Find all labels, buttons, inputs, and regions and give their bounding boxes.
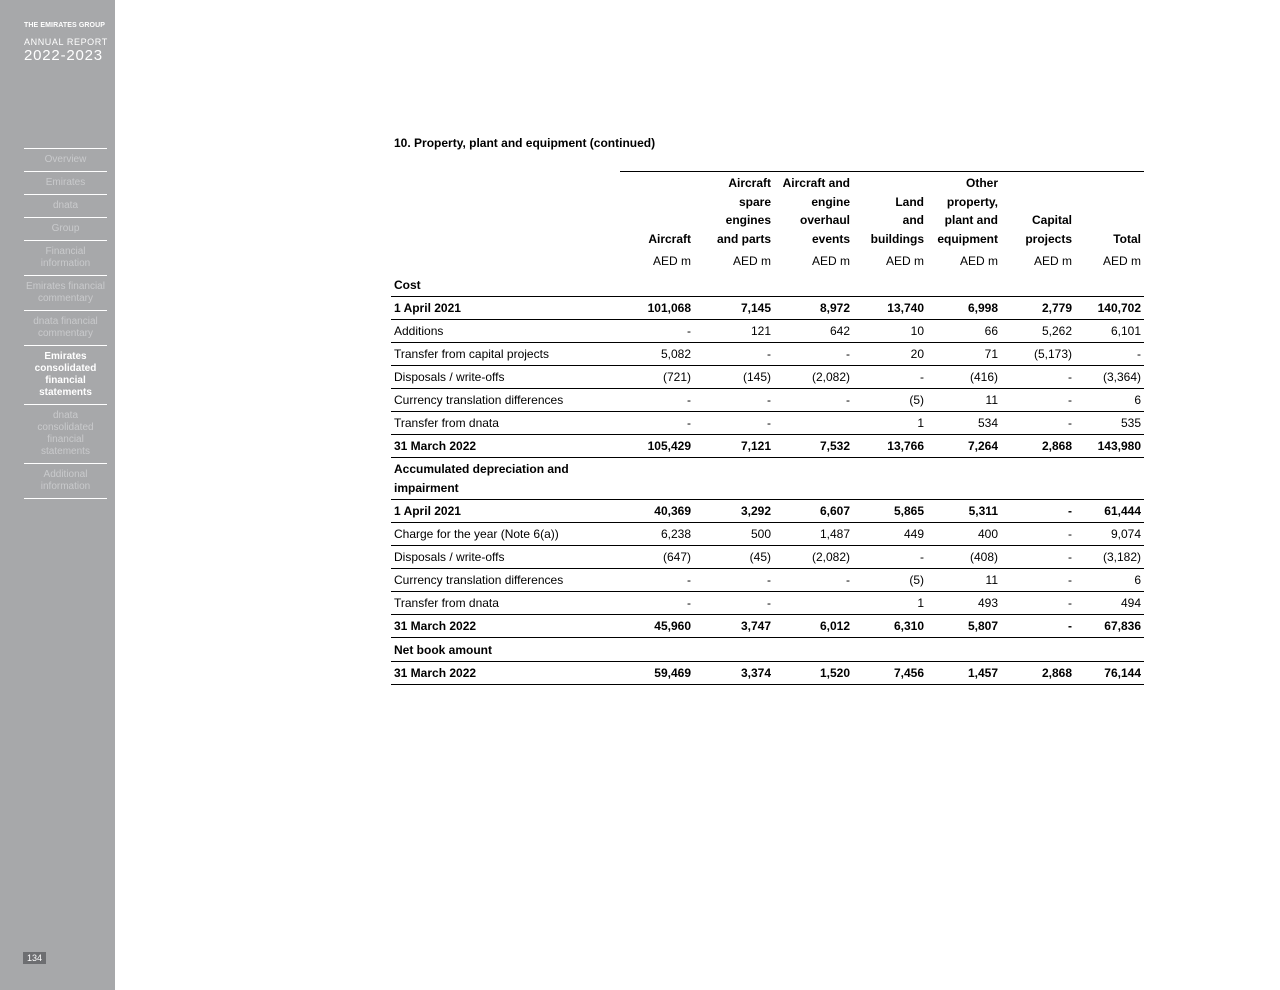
row-label: Net book amount <box>394 642 492 657</box>
table-cell: - <box>1001 500 1075 523</box>
table-cell: 3,747 <box>694 615 774 638</box>
row-label: Accumulated depreciation and impairment <box>394 461 569 495</box>
table-cell <box>620 458 694 500</box>
table-cell: - <box>694 569 774 592</box>
table-cell: (647) <box>620 546 694 569</box>
table-cell: - <box>853 546 927 569</box>
column-header-line: and <box>902 213 924 228</box>
table-cell: 5,082 <box>620 343 694 366</box>
table-cell: 140,702 <box>1075 297 1144 320</box>
table-cell: 6,607 <box>774 500 853 523</box>
table-cell: 1,487 <box>774 523 853 546</box>
table-cell <box>694 458 774 500</box>
table-cell: 11 <box>927 569 1001 592</box>
column-header-line: Land <box>895 194 924 209</box>
column-header-line: events <box>811 232 850 247</box>
table-row <box>391 638 1144 662</box>
page-number: 134 <box>23 952 46 964</box>
sidebar <box>0 0 115 990</box>
row-label: 1 April 2021 <box>391 297 620 320</box>
column-header-line: engines <box>725 213 771 228</box>
table-cell: 45,960 <box>620 615 694 638</box>
column-header-line: Capital <box>1031 213 1072 228</box>
sidebar-item-emirates-financial-commentary[interactable]: Emirates financial commentary <box>24 276 107 311</box>
row-label: 31 March 2022 <box>391 615 620 638</box>
table-cell: 66 <box>927 320 1001 343</box>
row-label: Charge for the year (Note 6(a)) <box>391 523 620 546</box>
table-cell <box>853 273 927 297</box>
table-cell: 121 <box>694 320 774 343</box>
table-cell: 642 <box>774 320 853 343</box>
table-row <box>391 662 1144 685</box>
table-cell: - <box>620 320 694 343</box>
unit-label: AED m <box>885 253 924 268</box>
table-cell: 5,311 <box>927 500 1001 523</box>
table-cell: 2,868 <box>1001 435 1075 458</box>
table-cell: 71 <box>927 343 1001 366</box>
column-header-line: plant and <box>944 213 998 228</box>
table-cell: 40,369 <box>620 500 694 523</box>
column-header-line: projects <box>1025 232 1072 247</box>
table-cell <box>694 273 774 297</box>
row-label: 31 March 2022 <box>391 435 620 458</box>
table-cell: 6 <box>1075 569 1144 592</box>
table-cell: - <box>774 389 853 412</box>
table-cell: (145) <box>694 366 774 389</box>
table-cell <box>774 592 853 615</box>
table-row <box>391 500 1144 523</box>
table-row <box>391 523 1144 546</box>
row-label: Currency translation differences <box>391 569 620 592</box>
table-cell: 7,121 <box>694 435 774 458</box>
table-cell: 5,262 <box>1001 320 1075 343</box>
table-cell: 1 <box>853 592 927 615</box>
table-cell: 3,374 <box>694 662 774 685</box>
table-cell: 2,868 <box>1001 662 1075 685</box>
table-row <box>391 458 1144 500</box>
sidebar-item-overview[interactable]: Overview <box>24 149 107 172</box>
table-cell: 59,469 <box>620 662 694 685</box>
column-header-line: Total <box>1113 232 1141 247</box>
table-cell: 61,444 <box>1075 500 1144 523</box>
table-cell <box>694 638 774 662</box>
table-cell: 2,779 <box>1001 297 1075 320</box>
table-cell <box>1001 458 1075 500</box>
row-label: Disposals / write-offs <box>391 366 620 389</box>
sidebar-item-dnata[interactable]: dnata <box>24 195 107 218</box>
table-row <box>391 297 1144 320</box>
table-cell <box>1001 638 1075 662</box>
table-cell: - <box>620 412 694 435</box>
units-blank <box>391 249 620 273</box>
table-cell: 1,520 <box>774 662 853 685</box>
section-title: 10. Property, plant and equipment (continued) <box>394 136 656 150</box>
table-cell: 449 <box>853 523 927 546</box>
table-cell: - <box>1001 389 1075 412</box>
header-blank <box>391 172 620 249</box>
table-cell <box>1075 273 1144 297</box>
column-header-line: spare <box>738 194 771 209</box>
sidebar-item-emirates-consolidated-financial-statements[interactable]: Emirates consolidated financial statements <box>24 346 107 405</box>
unit-label: AED m <box>732 253 771 268</box>
table-cell: (3,364) <box>1075 366 1144 389</box>
row-label: Disposals / write-offs <box>391 546 620 569</box>
table-cell <box>927 273 1001 297</box>
table-cell: 20 <box>853 343 927 366</box>
table-cell <box>1075 458 1144 500</box>
table-cell: (721) <box>620 366 694 389</box>
brand-block <box>24 22 108 64</box>
table-cell <box>774 412 853 435</box>
table-cell <box>927 638 1001 662</box>
column-header <box>694 172 774 249</box>
sidebar-nav <box>24 148 107 499</box>
table-cell: (5,173) <box>1001 343 1075 366</box>
table-cell: (408) <box>927 546 1001 569</box>
table-cell: - <box>620 389 694 412</box>
table-cell: - <box>1001 366 1075 389</box>
table-cell: - <box>620 592 694 615</box>
table-cell: - <box>694 412 774 435</box>
column-header-line: Aircraft <box>648 232 691 247</box>
table-cell: 7,532 <box>774 435 853 458</box>
table-cell: 500 <box>694 523 774 546</box>
report-name: ANNUAL REPORT <box>24 37 108 47</box>
unit-label: AED m <box>959 253 998 268</box>
table-cell <box>853 458 927 500</box>
table-cell: - <box>1001 412 1075 435</box>
unit-label: AED m <box>652 253 691 268</box>
table-cell: 493 <box>927 592 1001 615</box>
table-cell: 3,292 <box>694 500 774 523</box>
table-cell: 105,429 <box>620 435 694 458</box>
row-label: Transfer from capital projects <box>391 343 620 366</box>
table-cell: 6 <box>1075 389 1144 412</box>
table-cell <box>1001 273 1075 297</box>
table-cell <box>927 458 1001 500</box>
table-cell: - <box>1001 592 1075 615</box>
table-cell: 7,264 <box>927 435 1001 458</box>
table-cell: 6,310 <box>853 615 927 638</box>
sidebar-item-dnata-consolidated-financial-statements[interactable]: dnata consolidated financial statements <box>24 405 107 464</box>
table-cell: - <box>853 366 927 389</box>
table-cell: 9,074 <box>1075 523 1144 546</box>
table-cell: (45) <box>694 546 774 569</box>
unit-label: AED m <box>1033 253 1072 268</box>
row-label: Transfer from dnata <box>391 412 620 435</box>
table-cell: 11 <box>927 389 1001 412</box>
column-header <box>1075 172 1144 249</box>
table-row <box>391 273 1144 297</box>
column-header-line: and parts <box>716 232 771 247</box>
table-cell: - <box>1075 343 1144 366</box>
table-row <box>391 592 1144 615</box>
column-header-line: Aircraft <box>728 176 771 190</box>
table-row <box>391 569 1144 592</box>
row-label: Additions <box>391 320 620 343</box>
unit-label: AED m <box>811 253 850 268</box>
table-row <box>391 435 1144 458</box>
table-cell: 10 <box>853 320 927 343</box>
table-cell <box>774 273 853 297</box>
column-header-line: buildings <box>870 232 924 247</box>
table-cell: (5) <box>853 569 927 592</box>
table-cell: - <box>1001 615 1075 638</box>
table-cell: - <box>1001 569 1075 592</box>
sidebar-item-dnata-financial-commentary[interactable]: dnata financial commentary <box>24 311 107 346</box>
table-cell: 5,865 <box>853 500 927 523</box>
table-cell: 143,980 <box>1075 435 1144 458</box>
table-cell: 1,457 <box>927 662 1001 685</box>
table-cell: 6,998 <box>927 297 1001 320</box>
sidebar-item-financial-information[interactable]: Financial information <box>24 241 107 276</box>
table-row <box>391 389 1144 412</box>
table-cell: 76,144 <box>1075 662 1144 685</box>
table-row <box>391 366 1144 389</box>
table-cell: 534 <box>927 412 1001 435</box>
column-header-line: Other <box>965 176 998 190</box>
table-cell: 13,766 <box>853 435 927 458</box>
table-cell: 5,807 <box>927 615 1001 638</box>
column-header-line: property, <box>946 194 998 209</box>
table-cell: 535 <box>1075 412 1144 435</box>
column-header-line: engine <box>811 194 850 209</box>
table-cell: - <box>620 569 694 592</box>
table-cell: 13,740 <box>853 297 927 320</box>
ppe-table <box>391 171 1144 685</box>
table-cell: - <box>1001 546 1075 569</box>
column-header <box>620 172 694 249</box>
table-row <box>391 320 1144 343</box>
table-cell: 6,101 <box>1075 320 1144 343</box>
table-row <box>391 615 1144 638</box>
table-cell <box>1075 638 1144 662</box>
table-cell <box>774 458 853 500</box>
column-header-line: Aircraft and <box>782 176 850 190</box>
report-year: 2022-2023 <box>24 47 103 64</box>
row-label: Currency translation differences <box>391 389 620 412</box>
row-label: 1 April 2021 <box>391 500 620 523</box>
table-cell: (3,182) <box>1075 546 1144 569</box>
table-cell: 6,012 <box>774 615 853 638</box>
column-header-line: overhaul <box>799 213 850 228</box>
table-cell: 400 <box>927 523 1001 546</box>
table-cell: 494 <box>1075 592 1144 615</box>
table-cell: 7,145 <box>694 297 774 320</box>
column-header <box>1001 172 1075 249</box>
table-cell <box>853 638 927 662</box>
table-cell: - <box>774 569 853 592</box>
table-cell <box>620 638 694 662</box>
table-cell <box>620 273 694 297</box>
column-header-line: equipment <box>937 232 998 247</box>
table-cell: 67,836 <box>1075 615 1144 638</box>
table-cell: - <box>694 343 774 366</box>
sidebar-item-group[interactable]: Group <box>24 218 107 241</box>
table-cell <box>774 638 853 662</box>
table-cell: 1 <box>853 412 927 435</box>
table-cell: - <box>694 389 774 412</box>
table-cell: 6,238 <box>620 523 694 546</box>
table-cell: (5) <box>853 389 927 412</box>
table-row <box>391 412 1144 435</box>
table-cell: - <box>774 343 853 366</box>
unit-label: AED m <box>1102 253 1141 268</box>
group-name: THE EMIRATES GROUP <box>24 22 106 29</box>
table-row <box>391 343 1144 366</box>
row-label: Cost <box>394 277 421 292</box>
table-cell: (2,082) <box>774 546 853 569</box>
row-label: Transfer from dnata <box>391 592 620 615</box>
table-row <box>391 546 1144 569</box>
table-cell: (416) <box>927 366 1001 389</box>
table-cell: - <box>694 592 774 615</box>
column-header <box>774 172 853 249</box>
column-header <box>853 172 927 249</box>
table-cell: 7,456 <box>853 662 927 685</box>
table-cell: 101,068 <box>620 297 694 320</box>
sidebar-item-additional-information[interactable]: Additional information <box>24 464 107 499</box>
table-cell: (2,082) <box>774 366 853 389</box>
table-cell: 8,972 <box>774 297 853 320</box>
row-label: 31 March 2022 <box>391 662 620 685</box>
sidebar-item-emirates[interactable]: Emirates <box>24 172 107 195</box>
column-header <box>927 172 1001 249</box>
table-cell: - <box>1001 523 1075 546</box>
